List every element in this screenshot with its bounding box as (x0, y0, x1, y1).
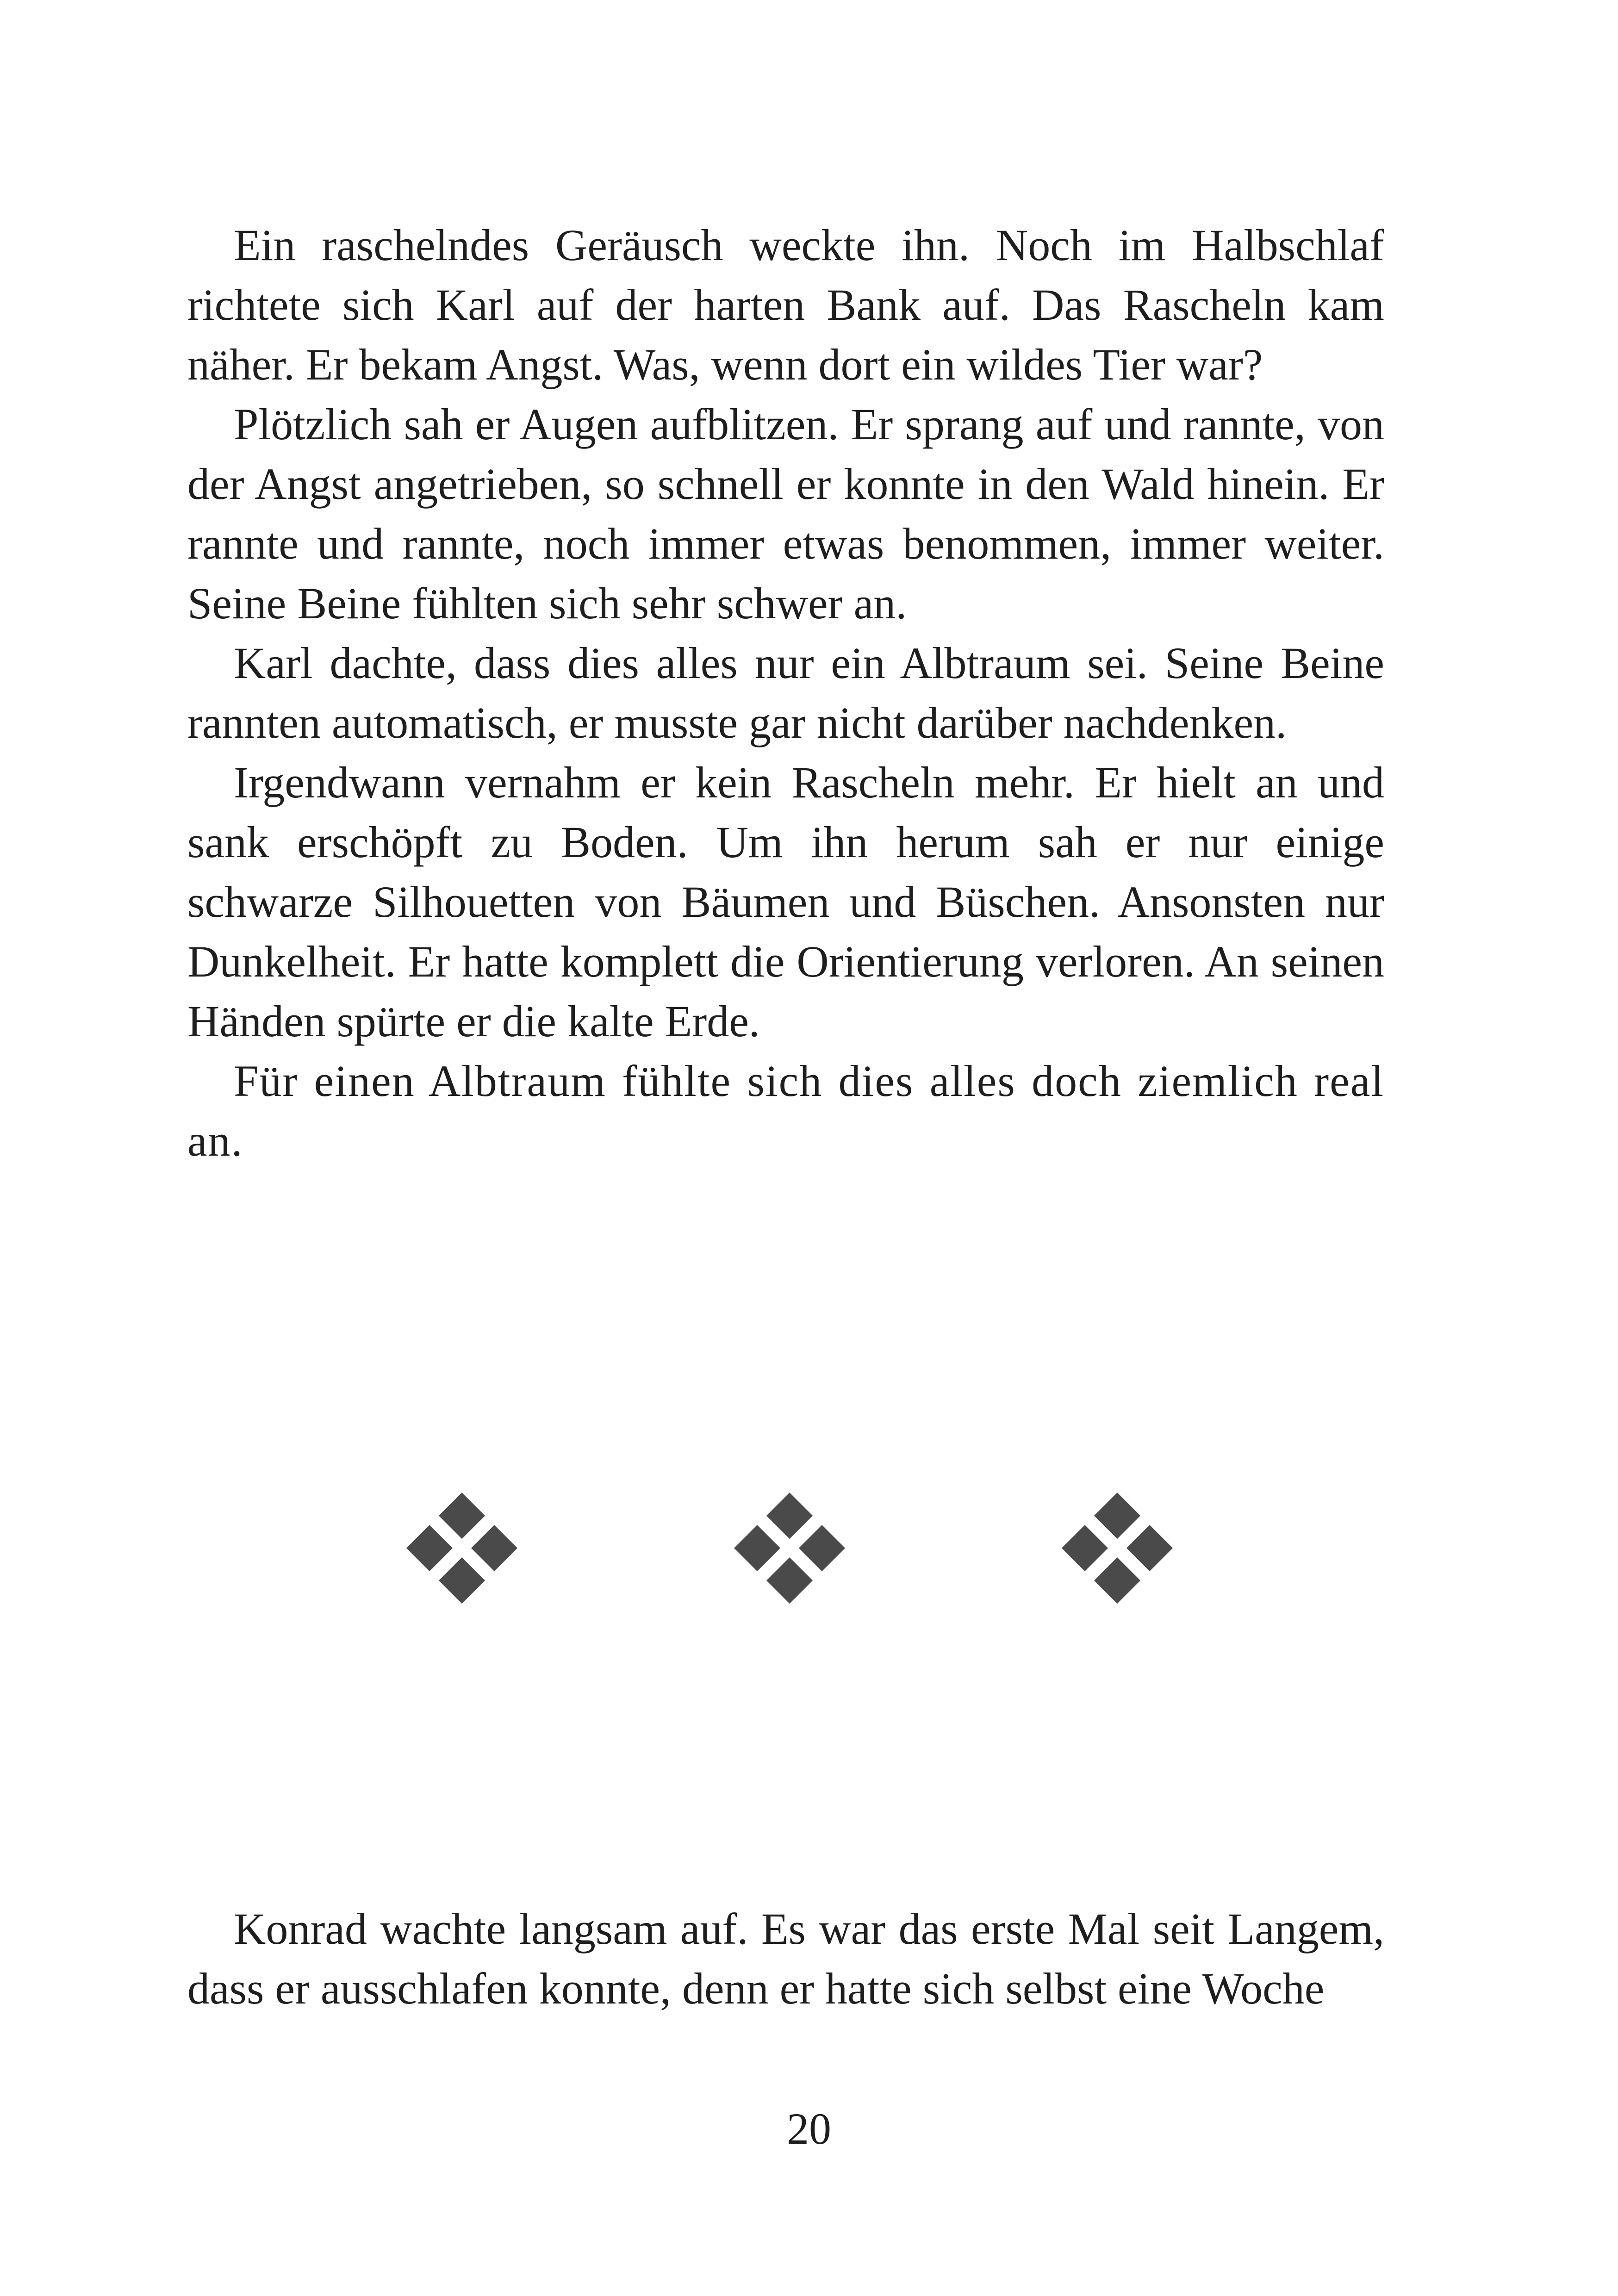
diamond-cluster-icon (402, 1488, 522, 1608)
paragraph: Irgendwann vernahm er kein Rascheln mehr. Er hielt an und sank erschöpft zu Boden. Um ihn herum sah er nur einige schwarze Silhouetten von Bäumen und Büschen. Ansonsten nur Dunkelheit. Er hatte komplett die Orientierung verloren. An seinen Händen spürte er die kalte Erde. (187, 758, 1384, 1046)
diamond-cluster-icon (1057, 1488, 1177, 1608)
page-number: 20 (787, 2104, 831, 2153)
paragraph: Plötzlich sah er Augen aufblitzen. Er sprang auf und rannte, von der Angst angetrieben, so schnell er konnte in den Wald hinein. Er rannte und rannte, noch immer etwas benommen, immer weiter. Seine Beine fühlten sich sehr schwer an. (187, 399, 1384, 628)
chapter-text-section-1 (187, 215, 1384, 1170)
paragraph: Karl dachte, dass dies alles nur ein Albtraum sei. Seine Beine rannten automatisch, er musste gar nicht darüber nachdenken. (187, 638, 1384, 747)
paragraph: Ein raschelndes Geräusch weckte ihn. Noch im Halbschlaf richtete sich Karl auf der harten Bank auf. Das Rascheln kam näher. Er bekam Angst. Was, wenn dort ein wildes Tier war? (187, 220, 1384, 389)
paragraph: Für einen Albtraum fühlte sich dies alles doch ziemlich real an. (187, 1056, 1384, 1165)
section-separator (0, 1488, 1618, 1608)
paragraph: Konrad wachte langsam auf. Es war das erste Mal seit Langem, dass er ausschlafen konnte, denn er hatte sich selbst eine Woche (187, 1904, 1384, 2013)
chapter-text-section-2 (187, 1899, 1384, 2018)
diamond-cluster-icon (729, 1488, 850, 1608)
